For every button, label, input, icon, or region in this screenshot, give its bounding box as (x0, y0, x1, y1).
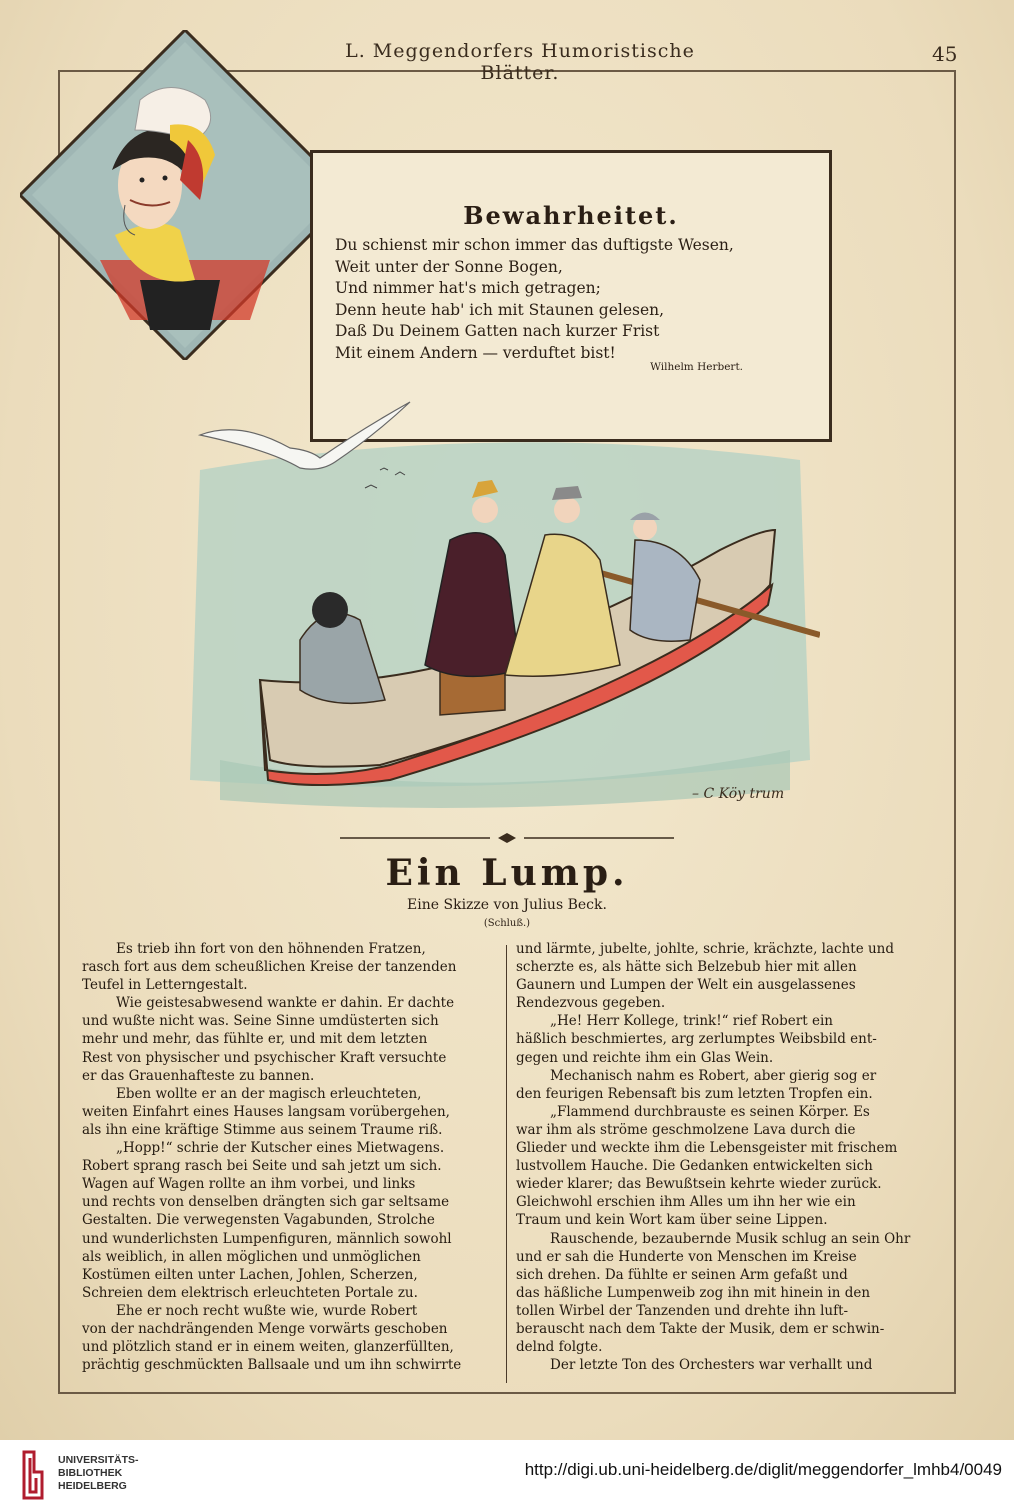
story-title: Ein Lump. (385, 852, 629, 894)
story-conclusion-note: (Schluß.) (483, 918, 531, 929)
artist-signature: – C Köy trum (692, 786, 785, 802)
text-line: Rendezvous gegeben. (516, 995, 666, 1012)
text-line: Es trieb ihn fort von den höhnenden Fratzen, (116, 941, 426, 957)
institution-name (58, 1454, 139, 1493)
text-line: als ihn eine kräftige Stimme aus seinem Traume riß. (82, 1121, 443, 1138)
text-line: „Flammend durchbrauste es seinen Körper. Es (550, 1103, 870, 1120)
text-line: war ihm als ströme geschmolzene Lava durch die (516, 1121, 856, 1138)
poem-line: Denn heute hab' ich mit Staunen gelesen, (335, 300, 665, 319)
story-right-column (516, 940, 934, 1374)
poem-line: Du schienst mir schon immer das duftigste Wesen, (335, 236, 734, 254)
page-frame-bottom (58, 1392, 956, 1394)
page-frame-right (954, 70, 956, 1394)
library-footer (0, 1440, 1014, 1512)
poem-stanza (335, 235, 805, 365)
text-line: Rest von physischer und psychischer Kraft versuchte (82, 1049, 447, 1066)
text-line: „He! Herr Kollege, trink!“ rief Robert ein (550, 1013, 833, 1030)
text-line: Gleichwohl erschien ihm Alles um ihn her wie ein (516, 1194, 856, 1211)
text-line: und wußte nicht was. Seine Sinne umdüsterten sich (82, 1013, 439, 1030)
institution-name-line: BIBLIOTHEK (58, 1467, 123, 1479)
text-line: rasch fort aus dem scheußlichen Kreise der tanzenden (82, 959, 457, 976)
poem-author: Wilhelm Herbert. (650, 361, 743, 373)
text-line: tollen Wirbel der Tanzenden und drehte ihn luft- (516, 1302, 849, 1319)
text-line: und plötzlich stand er in einem weiten, glanzerfüllten, (82, 1339, 454, 1356)
text-line: wieder klarer; das Bewußtsein kehrte wieder zurück. (516, 1176, 882, 1193)
poem-line: Daß Du Deinem Gatten nach kurzer Frist (335, 322, 660, 341)
text-line: und rechts von denselben drängten sich gar seltsame (82, 1194, 450, 1211)
story-subtitle: Eine Skizze von Julius Beck. (407, 897, 607, 913)
text-line: delnd folgte. (516, 1339, 603, 1356)
text-line: prächtig geschmückten Ballsaale und um ihn schwirrte (82, 1357, 462, 1374)
story-left-column (82, 940, 500, 1374)
page-number: 45 (932, 42, 958, 66)
text-line: und er sah die Hunderte von Menschen im Kreise (516, 1248, 857, 1265)
text-line: und lärmte, jubelte, johlte, schrie, krächzte, lachte und (516, 941, 895, 957)
text-line: „Hopp!“ schrie der Kutscher eines Mietwagens. (116, 1140, 445, 1157)
text-line: lustvollem Hauche. Die Gedanken entwickelten sich (516, 1158, 873, 1175)
poem-line: Und nimmer hat's mich getragen; (335, 279, 601, 298)
text-line: häßlich beschmiertes, arg zerlumptes Weibsbild ent- (516, 1031, 877, 1048)
rowboat-illustration (160, 380, 820, 830)
text-line: gegen und reichte ihm ein Glas Wein. (516, 1049, 774, 1066)
text-line: Mechanisch nahm es Robert, aber gierig sog er (550, 1067, 877, 1084)
digital-copy-url[interactable]: http://digi.ub.uni-heidelberg.de/diglit/meggendorfer_lmhb4/0049 (524, 1460, 1002, 1479)
text-line: den feurigen Rebensaft bis zum letzten Tropfen ein. (516, 1085, 873, 1102)
text-line: sich drehen. Da fühlte er seinen Arm gefaßt und (516, 1266, 848, 1283)
woman-portrait-illustration (20, 30, 350, 360)
text-line: scherzte es, als hätte sich Belzebub hier mit allen (516, 959, 857, 976)
text-line: Glieder und weckte ihm die Lebensgeister mit frischem (516, 1140, 898, 1157)
poem-line: Weit unter der Sonne Bogen, (335, 257, 563, 276)
text-line: Traum und kein Wort kam über seine Lippen. (516, 1212, 828, 1229)
text-line: Rauschende, bezaubernde Musik schlug an sein Ohr (550, 1230, 911, 1247)
text-line: als weiblich, in allen möglichen und unmöglichen (82, 1248, 421, 1265)
ornamental-separator (340, 832, 674, 844)
text-line: Wie geistesabwesend wankte er dahin. Er dachte (116, 995, 455, 1012)
text-line: weiten Einfahrt eines Hauses langsam vorübergehen, (82, 1103, 450, 1120)
running-header: L. Meggendorfers Humoristische Blätter. (345, 40, 695, 84)
text-line: und wunderlichsten Lumpenfiguren, männlich sowohl (82, 1230, 452, 1247)
column-divider (506, 945, 507, 1383)
text-line: Der letzte Ton des Orchesters war verhallt und (550, 1357, 873, 1374)
poem-title: Bewahrheitet. (463, 201, 679, 230)
text-line: berauscht nach dem Takte der Musik, dem er schwin- (516, 1320, 885, 1337)
text-line: Eben wollte er an der magisch erleuchteten, (116, 1085, 422, 1102)
poem-line: Mit einem Andern — verduftet bist! (335, 343, 616, 362)
institution-name-line: UNIVERSITÄTS- (58, 1454, 139, 1466)
text-line: Kostümen eilten unter Lachen, Johlen, Scherzen, (82, 1266, 418, 1283)
institution-name-line: HEIDELBERG (58, 1480, 127, 1492)
text-line: Teufel in Letterngestalt. (82, 977, 248, 994)
text-line: Schreien dem elektrisch erleuchteten Portale zu. (82, 1284, 418, 1301)
university-library-logo-icon (20, 1448, 46, 1502)
text-line: Wagen auf Wagen rollte an ihm vorbei, und links (82, 1176, 416, 1193)
text-line: von der nachdrängenden Menge vorwärts geschoben (82, 1320, 448, 1337)
text-line: er das Grauenhafteste zu bannen. (82, 1067, 315, 1084)
text-line: Gestalten. Die verwegensten Vagabunden, Strolche (82, 1212, 435, 1229)
text-line: das häßliche Lumpenweib zog ihn mit hinein in den (516, 1284, 871, 1301)
text-line: Gaunern und Lumpen der Welt ein ausgelassenes (516, 977, 856, 994)
text-line: Ehe er noch recht wußte wie, wurde Robert (116, 1302, 418, 1319)
text-line: Robert sprang rasch bei Seite und sah jetzt um sich. (82, 1158, 442, 1175)
text-line: mehr und mehr, das fühlte er, und mit dem letzten (82, 1031, 428, 1048)
